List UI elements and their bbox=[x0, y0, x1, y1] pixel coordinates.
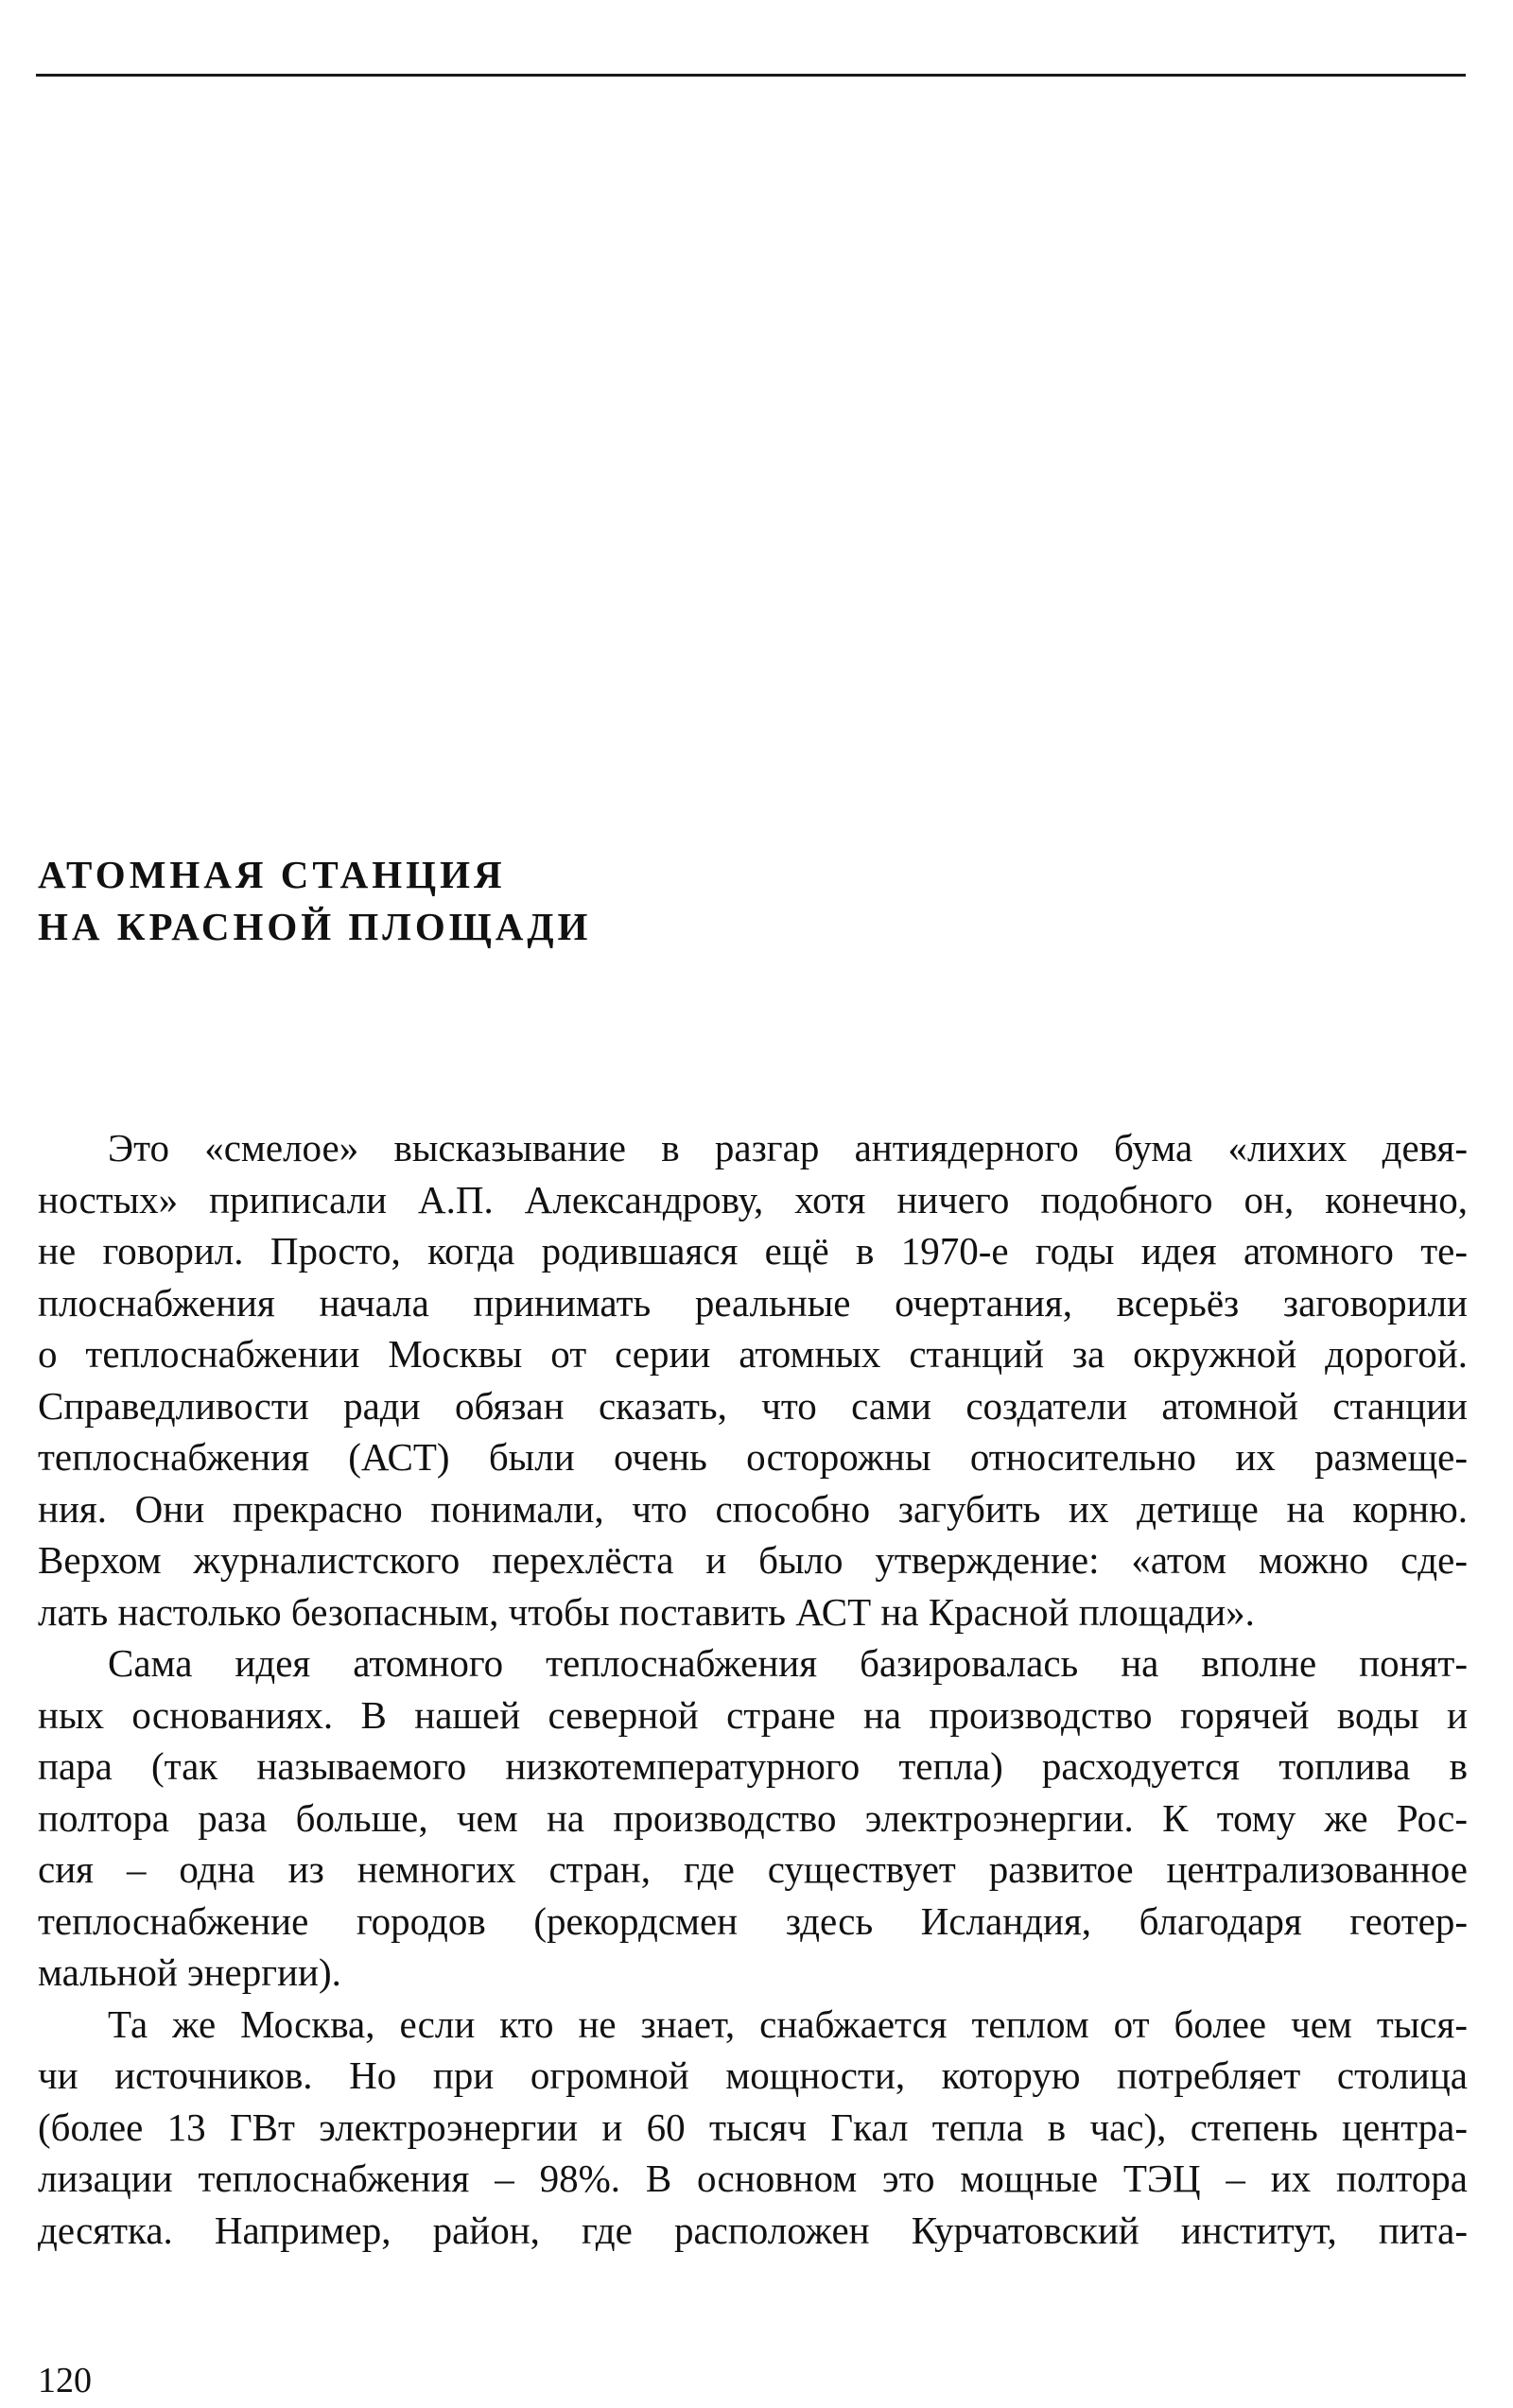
chapter-title-line: АТОМНАЯ СТАНЦИЯ bbox=[38, 853, 506, 896]
text-line: о теплоснабжении Москвы от серии атомных станций за окружной дорогой. bbox=[38, 1332, 1468, 1376]
page-number: 120 bbox=[38, 2361, 92, 2400]
text-line: лизации теплоснабжения – 98%. В основном это мощные ТЭЦ – их полтора bbox=[38, 2157, 1468, 2200]
text-line: Верхом журналистского перехлёста и было утверждение: «атом можно сде- bbox=[38, 1538, 1468, 1582]
text-line: Это «смелое» высказывание в разгар антиядерного бума «лихих девя- bbox=[108, 1126, 1468, 1169]
text-line: ных основаниях. В нашей северной стране на производство горячей воды и bbox=[38, 1692, 1468, 1737]
chapter-title bbox=[38, 849, 1362, 952]
text-line: полтора раза больше, чем на производство электроэнергии. К тому же Рос- bbox=[38, 1795, 1468, 1840]
text-line: чи источников. Но при огромной мощности, которую потребляет столица bbox=[38, 2053, 1468, 2097]
text-line: ния. Они прекрасно понимали, что способно загубить их детище на корню. bbox=[38, 1486, 1468, 1531]
text-line: (более 13 ГВт электроэнергии и 60 тысяч Гкал тепла в час), степень центра- bbox=[38, 2105, 1468, 2149]
text-line: сия – одна из немногих стран, где существует развитое централизованное bbox=[38, 1847, 1468, 1891]
text-line: Справедливости ради обязан сказать, что сами создатели атомной станции bbox=[38, 1383, 1468, 1428]
text-line: мальной энергии). bbox=[38, 1950, 341, 1994]
text-line: теплоснабжение городов (рекордсмен здесь Исландия, благодаря геотер- bbox=[38, 1898, 1468, 1943]
header-rule bbox=[36, 74, 1466, 77]
chapter-title-line: НА КРАСНОЙ ПЛОЩАДИ bbox=[38, 904, 592, 948]
text-line: лать настолько безопасным, чтобы поставить АСТ на Красной площади». bbox=[38, 1589, 1255, 1634]
text-line: ностых» приписали А.П. Александрову, хотя ничего подобного он, конечно, bbox=[38, 1177, 1468, 1221]
text-line: плоснабжения начала принимать реальные очертания, всерьёз заговорили bbox=[38, 1280, 1468, 1325]
text-line: Та же Москва, если кто не знает, снабжается теплом от более чем тыся- bbox=[108, 2001, 1468, 2046]
text-line: теплоснабжения (АСТ) были очень осторожны относительно их размеще- bbox=[38, 1435, 1468, 1479]
text-line: десятка. Например, район, где расположен Курчатовский институт, пита- bbox=[38, 2208, 1468, 2252]
text-line: не говорил. Просто, когда родившаяся ещё в 1970-е годы идея атомного те- bbox=[38, 1229, 1468, 1273]
text-line: Сама идея атомного теплоснабжения базировалась на вполне понят- bbox=[108, 1641, 1468, 1685]
body-text bbox=[38, 1122, 1468, 2256]
text-line: пара (так называемого низкотемпературного тепла) расходуется топлива в bbox=[38, 1744, 1468, 1788]
